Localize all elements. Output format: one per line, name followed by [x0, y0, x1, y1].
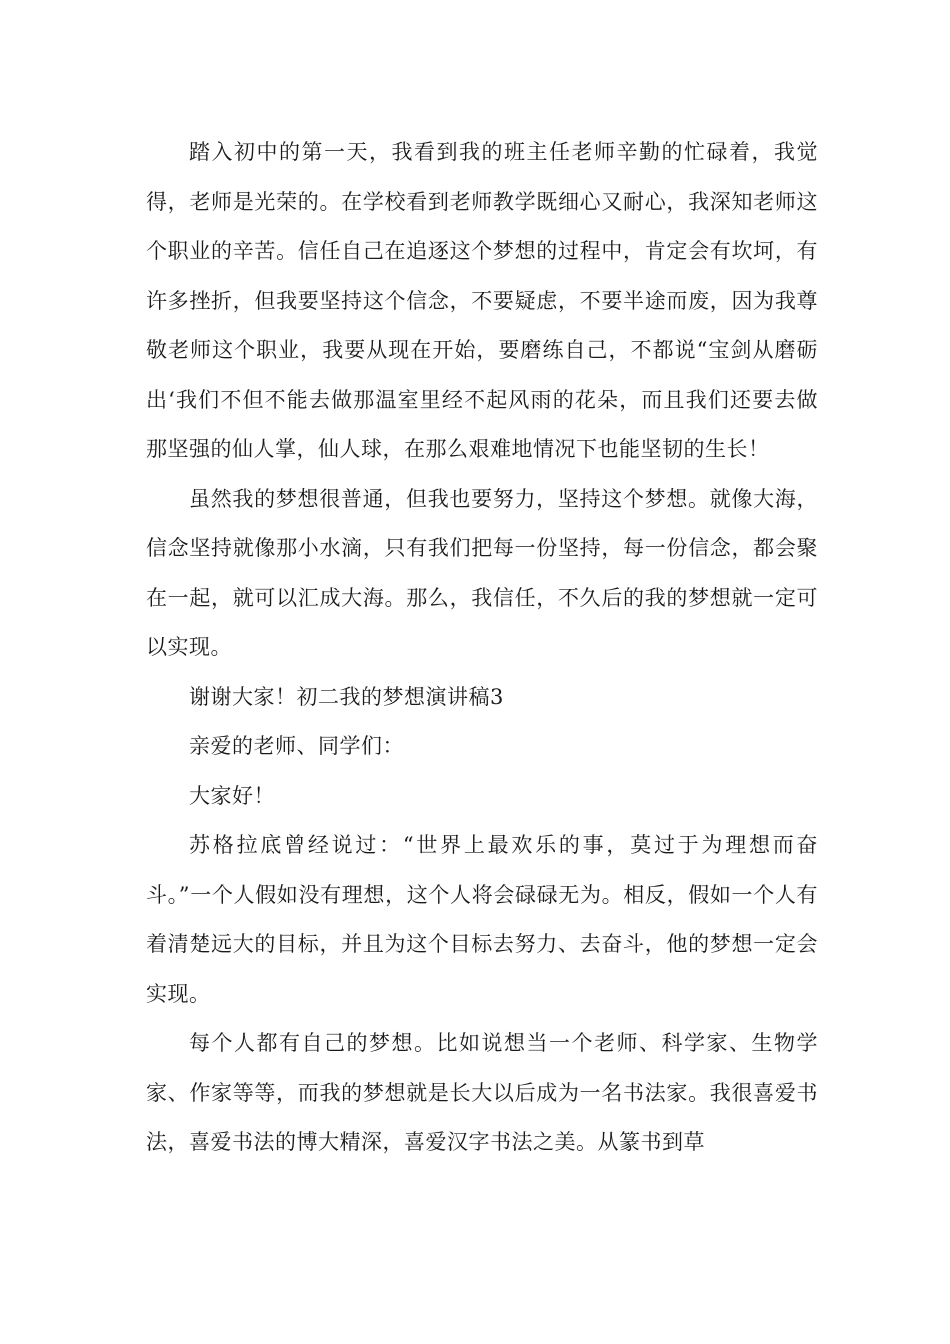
paragraph-persistence: 虽然我的梦想很普通，但我也要努力，坚持这个梦想。就像大海，信念坚持就像那小水滴，只有我们把每一份坚持，每一份信念，都会聚在一起，就可以汇成大海。那么，我信任，不久后的我的梦想就一定可以实现。 — [146, 486, 818, 659]
paragraph-socrates-quote: 苏格拉底曾经说过：“世界上最欢乐的事，莫过于为理想而奋斗。”一个人假如没有理想，这个人将会碌碌无为。相反，假如一个人有着清楚远大的目标，并且为这个目标去努力、去奋斗，他的梦想一定会实现。 — [146, 833, 818, 1006]
paragraph-calligraphy-dream: 每个人都有自己的梦想。比如说想当一个老师、科学家、生物学家、作家等等，而我的梦想就是长大以后成为一名书法家。我很喜爱书法，喜爱书法的博大精深，喜爱汉字书法之美。从篆书到草 — [146, 1031, 818, 1154]
paragraph-greeting: 大家好！ — [189, 783, 276, 808]
paragraph-teacher-dream: 踏入初中的第一天，我看到我的班主任老师辛勤的忙碌着，我觉得，老师是光荣的。在学校看到老师教学既细心又耐心，我深知老师这个职业的辛苦。信任自己在追逐这个梦想的过程中，肯定会有坎坷，有许多挫折，但我要坚持这个信念，不要疑虑，不要半途而废，因为我尊敬老师这个职业，我要从现在开始，要磨练自己，不都说“宝剑从磨砺出‘我们不但不能去做那温室里经不起风雨的花朵，而且我们还要去做那坚强的仙人掌，仙人球，在那么艰难地情况下也能坚韧的生长！ — [146, 140, 818, 461]
paragraph-salutation: 亲爱的老师、同学们： — [189, 734, 405, 758]
paragraph-speech-title: 谢谢大家！初二我的梦想演讲稿3 — [189, 684, 504, 709]
document-body — [146, 128, 818, 1168]
